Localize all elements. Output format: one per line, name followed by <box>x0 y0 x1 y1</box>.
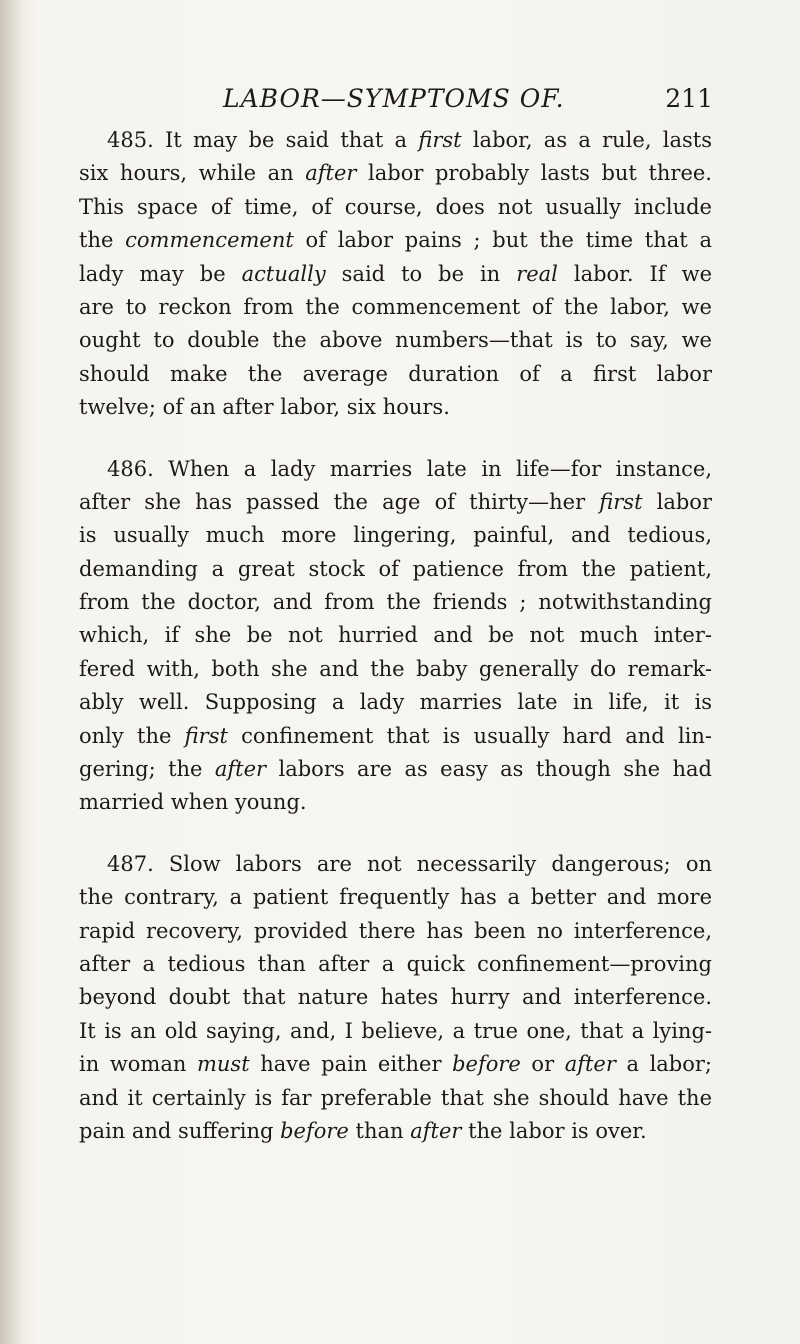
text-line <box>79 391 712 424</box>
text-run: ought to double the above numbers—that is to say, we <box>79 328 712 353</box>
text-run: have pain either <box>249 1052 453 1077</box>
text-run: in woman <box>79 1052 197 1077</box>
italic-text: after <box>410 1118 462 1143</box>
paragraph <box>79 124 712 425</box>
paragraph-gap <box>79 820 712 848</box>
text-line <box>79 486 712 519</box>
text-run: lady may be <box>79 261 242 286</box>
text-line <box>79 553 712 586</box>
text-line <box>79 191 712 224</box>
text-run: of labor pains ; but the time that a <box>293 228 712 253</box>
text-line <box>79 753 712 786</box>
body-text <box>79 124 712 1148</box>
text-run: the labor is over. <box>461 1118 647 1143</box>
text-run: after a tedious than after a quick confinement—proving <box>79 951 712 976</box>
italic-text: before <box>452 1052 521 1077</box>
text-run: are to reckon from the commencement of the labor, we <box>79 294 712 319</box>
text-line <box>79 848 712 881</box>
text-run: six hours, while an <box>79 161 306 186</box>
italic-text: after <box>214 757 267 782</box>
text-run: from the doctor, and from the friends ; notwithstanding <box>79 590 712 615</box>
spine-shadow <box>0 0 24 1344</box>
text-run: and it certainly is far preferable that she should have the <box>79 1085 712 1110</box>
text-run: labor <box>642 489 712 514</box>
text-run: 485. It may be said that a <box>107 128 419 152</box>
text-line <box>79 981 712 1014</box>
text-line <box>79 948 712 981</box>
italic-text: first <box>184 723 228 748</box>
text-run: labor, as a rule, lasts <box>461 128 712 152</box>
paragraph <box>79 453 712 820</box>
paragraph <box>79 848 712 1149</box>
text-line <box>79 1048 712 1081</box>
text-run: This space of time, of course, does not usually include <box>79 194 712 219</box>
italic-text: after <box>564 1052 616 1077</box>
italic-text: first <box>418 128 462 152</box>
text-run: 486. When a lady marries late in life—for instance, <box>107 456 712 481</box>
text-run: or <box>520 1052 565 1077</box>
text-line <box>79 1115 712 1148</box>
text-line <box>79 686 712 719</box>
text-run: ably well. Supposing a lady marries late in life, it is <box>79 690 712 715</box>
text-run: the contrary, a patient frequently has a better and more <box>79 885 712 910</box>
italic-text: after <box>305 161 357 186</box>
text-run: pain and suffering <box>79 1118 281 1143</box>
italic-text: before <box>280 1118 349 1143</box>
italic-text: first <box>599 489 643 514</box>
text-line <box>79 586 712 619</box>
text-run: should make the average duration of a first labor <box>79 361 712 386</box>
page-number: 211 <box>665 84 713 113</box>
text-run: married when young. <box>79 790 307 815</box>
text-line <box>79 224 712 257</box>
italic-text: must <box>196 1052 250 1077</box>
text-line <box>79 786 712 819</box>
text-run: after she has passed the age of thirty—her <box>79 489 600 514</box>
text-run: 487. Slow labors are not necessarily dangerous; on <box>107 851 712 876</box>
text-line <box>79 1082 712 1115</box>
text-run: labor probably lasts but three. <box>356 161 712 186</box>
text-run: rapid recovery, provided there has been no interference, <box>79 918 712 943</box>
text-line <box>79 915 712 948</box>
text-line <box>79 1015 712 1048</box>
text-run: twelve; of an after labor, six hours. <box>79 395 450 420</box>
italic-text: actually <box>241 261 326 286</box>
text-line <box>79 619 712 652</box>
italic-text: commencement <box>125 228 294 253</box>
text-run: fered with, both she and the baby generally do remark- <box>79 656 712 681</box>
text-run: gering; the <box>79 757 215 782</box>
text-run: a labor; <box>615 1052 712 1077</box>
text-run: than <box>348 1118 411 1143</box>
text-line <box>79 157 712 190</box>
text-line <box>79 453 712 486</box>
paragraph-gap <box>79 425 712 453</box>
text-run: It is an old saying, and, I believe, a true one, that a lying- <box>79 1018 712 1043</box>
text-run: said to be in <box>325 261 517 286</box>
text-run: labor. If we <box>557 261 712 286</box>
text-line <box>79 653 712 686</box>
text-run: which, if she be not hurried and be not much inter- <box>79 623 712 648</box>
text-line <box>79 291 712 324</box>
text-line <box>79 324 712 357</box>
text-run: beyond doubt that nature hates hurry and interference. <box>79 985 712 1010</box>
text-run: confinement that is usually hard and lin- <box>227 723 712 748</box>
page-header <box>223 84 713 124</box>
text-line <box>79 358 712 391</box>
text-line <box>79 258 712 291</box>
running-head: LABOR—SYMPTOMS OF. <box>223 84 565 113</box>
text-line <box>79 720 712 753</box>
text-line <box>79 519 712 552</box>
italic-text: real <box>516 261 558 286</box>
text-run: demanding a great stock of patience from the patient, <box>79 556 712 581</box>
text-line <box>79 124 712 157</box>
text-line <box>79 881 712 914</box>
text-run: is usually much more lingering, painful, and tedious, <box>79 523 712 548</box>
text-run: only the <box>79 723 185 748</box>
text-run: labors are as easy as though she had <box>266 757 712 782</box>
text-run: the <box>79 228 126 253</box>
